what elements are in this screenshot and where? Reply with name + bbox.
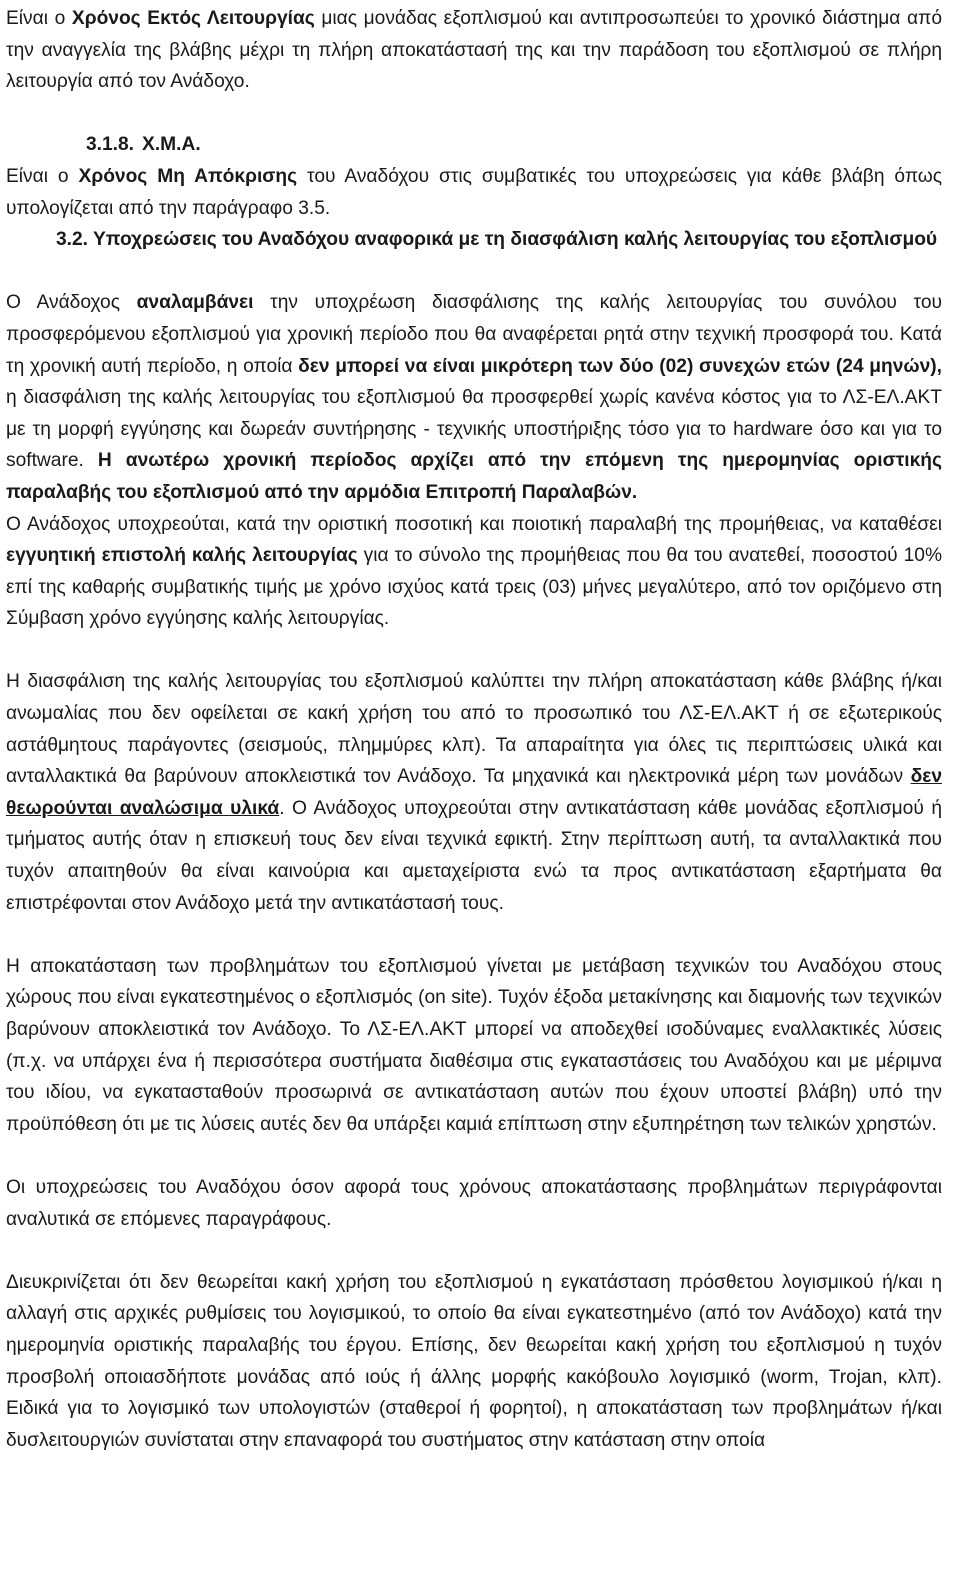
text-run: για το σύνολο της προμήθειας που θα του ανατεθεί, ποσοστού 10% επί της καθαρής συμβατικής τιμής με χρόνο ισχύος κατά τρεις (03) μήνες μεγαλύτερο, από τον οριζόμενο στη Σύμβαση χρόνο εγγύησης καλής λειτουργίας. <box>6 545 942 630</box>
text-run: Είναι ο <box>6 8 72 29</box>
text-run: . Ο Ανάδοχος υποχρεούται στην αντικατάσταση κάθε μονάδας εξοπλισμού ή τμήματος αυτής όταν η επισκευή τους δεν είναι τεχνικά εφικτή. Στην περίπτωση αυτή, τα ανταλλακτικά που τυχόν απαιτηθούν θα είναι καινούρια και αμεταχείριστα ενώ τα προς αντικατάσταση εξαρτήματα θα επιστρέφονται στον Ανάδοχο μετά την αντικατάστασή τους. <box>6 797 943 914</box>
text-run: μιας μονάδας εξοπλισμού και αντιπροσωπεύει το χρονικό διάστημα από την αναγγελία της βλάβης μέχρι τη πλήρη αποκατάστασή της και την παράδοση του εξοπλισμού σε πλήρη λειτουργία από τον Ανάδοχο. <box>6 8 943 93</box>
emphasis-undertakes: αναλαμβάνει <box>136 292 254 314</box>
paragraph-guarantee-letter <box>6 509 942 635</box>
emphasis-not-consumables: δεν θεωρούνται αναλώσιμα υλικά <box>6 766 942 819</box>
section-number: 3.1.8. <box>86 134 135 156</box>
text-run: του Αναδόχου στις συμβατικές του υποχρεώσεις για κάθε βλάβη όπως υπολογίζεται από την παράγραφο 3.5. <box>6 165 943 219</box>
section-heading-3-2 <box>56 224 942 256</box>
emphasis-guarantee-letter: εγγυητική επιστολή καλής λειτουργίας <box>6 545 358 567</box>
paragraph-non-response <box>6 161 942 224</box>
text-run: Η διασφάλιση της καλής λειτουργίας του εξοπλισμού καλύπτει την πλήρη αποκατάσταση κάθε βλάβης ή/και ανωμαλίας που δεν οφείλεται σε κακή χρήση του από το προσωπικό του ΛΣ-ΕΛ.ΑΚΤ ή σε εξωτερικούς αστάθμητους παράγοντες (σεισμούς, πλημμύρες κλπ). Τα απαραίτητα για όλες τις περιπτώσεις υλικά και ανταλλακτικά θα βαρύνουν αποκλειστικά τον Ανάδοχο. Τα μηχανικά και ηλεκτρονικά μέρη των μονάδων <box>6 671 942 788</box>
text-run: Ο Ανάδοχος <box>6 292 137 314</box>
paragraph-response-times: Οι υποχρεώσεις του Αναδόχου όσον αφορά τους χρόνους αποκατάστασης προβλημάτων περιγράφονται αναλυτικά σε επόμενες παραγράφους. <box>6 1176 942 1230</box>
term-non-response: Χρόνος Μη Απόκρισης <box>78 165 298 187</box>
paragraph-onsite-repair: Η αποκατάσταση των προβλημάτων του εξοπλισμού γίνεται με μετάβαση τεχνικών του Αναδόχου στους χώρους που είναι εγκατεστημένος ο εξοπλισμός (on site). Τυχόν έξοδα μετακίνησης και διαμονής των τεχνικών βαρύνουν αποκλειστικά τον Ανάδοχο. Το ΛΣ-ΕΛ.ΑΚΤ μπορεί να αποδεχθεί ισοδύναμες εναλλακτικές λύσεις (π.χ. να υπάρχει ένα ή περισσότερα συστήματα διαθέσιμα στις εγκαταστάσεις του Αναδόχου και με μέριμνα του ιδίου, να εγκατασταθούν προσωρινά σε αντικατάσταση αυτών που έχουν υποστεί βλάβη) υπό την προϋπόθεση ότι με τις λύσεις αυτές δεν θα υπάρξει καμιά επίπτωση στην εξυπηρέτηση των τελικών χρηστών. <box>6 955 942 1135</box>
paragraph-warranty <box>6 287 942 508</box>
text-run: Ο Ανάδοχος υποχρεούται, κατά την οριστική ποσοτική και ποιοτική παραλαβή της προμήθειας, να καταθέσει <box>6 513 942 535</box>
section-heading-3-1-8 <box>6 129 942 161</box>
term-downtime: Χρόνος Εκτός Λειτουργίας <box>71 8 315 29</box>
emphasis-start-date: Η ανωτέρω χρονική περίοδος αρχίζει από την επόμενη της ημερομηνίας οριστικής παραλαβής του εξοπλισμού από την αρμόδια Επιτροπή Παραλαβών. <box>6 450 942 503</box>
section-title: Χ.Μ.Α. <box>142 134 201 156</box>
paragraph-misuse-clarification: Διευκρινίζεται ότι δεν θεωρείται κακή χρήση του εξοπλισμού η εγκατάσταση πρόσθετου λογισμικού ή/και η αλλαγή στις αρχικές ρυθμίσεις του λογισμικού, το οποίο θα είναι εγκατεστημένο (από τον Ανάδοχο) κατά την ημερομηνία οριστικής παραλαβής του έργου. Επίσης, δεν θεωρείται κακή χρήση του εξοπλισμού η τυχόν προσβολή οποιασδήποτε μονάδας από ιούς ή άλλης μορφής κακόβουλο λογισμικό (worm, Trojan, κλπ). Ειδικά για το λογισμικό των υπολογιστών (σταθεροί ή φορητοί), η αποκατάσταση των προβλημάτων ή/και δυσλειτουργιών συνίσταται στην επαναφορά του συστήματος στην κατάσταση στην οποία <box>6 1271 942 1451</box>
paragraph-coverage <box>6 666 942 919</box>
text-run: την υποχρέωση διασφάλισης της καλής λειτουργίας του συνόλου του προσφερόμενου εξοπλισμού για χρονική περίοδο που θα αναφέρεται ρητά στην τεχνική προσφορά του. Κατά τη χρονική αυτή περίοδο, η οποία <box>6 292 942 377</box>
section-title: Υποχρεώσεις του Αναδόχου αναφορικά με τη διασφάλιση καλής λειτουργίας του εξοπλισμού <box>93 229 938 251</box>
paragraph-downtime <box>6 3 942 98</box>
emphasis-min-period: δεν μπορεί να είναι μικρότερη των δύο (02) συνεχών ετών (24 μηνών), <box>298 355 942 377</box>
section-number: 3.2. <box>56 229 89 251</box>
text-run: Είναι ο <box>6 165 79 187</box>
text-run: η διασφάλιση της καλής λειτουργίας του εξοπλισμού θα προσφερθεί χωρίς κανένα κόστος για το ΛΣ-ΕΛ.ΑΚΤ με τη μορφή εγγύησης και δωρεάν συντήρησης - τεχνικής υποστήριξης τόσο για το hardware όσο και για το software. <box>6 387 942 472</box>
